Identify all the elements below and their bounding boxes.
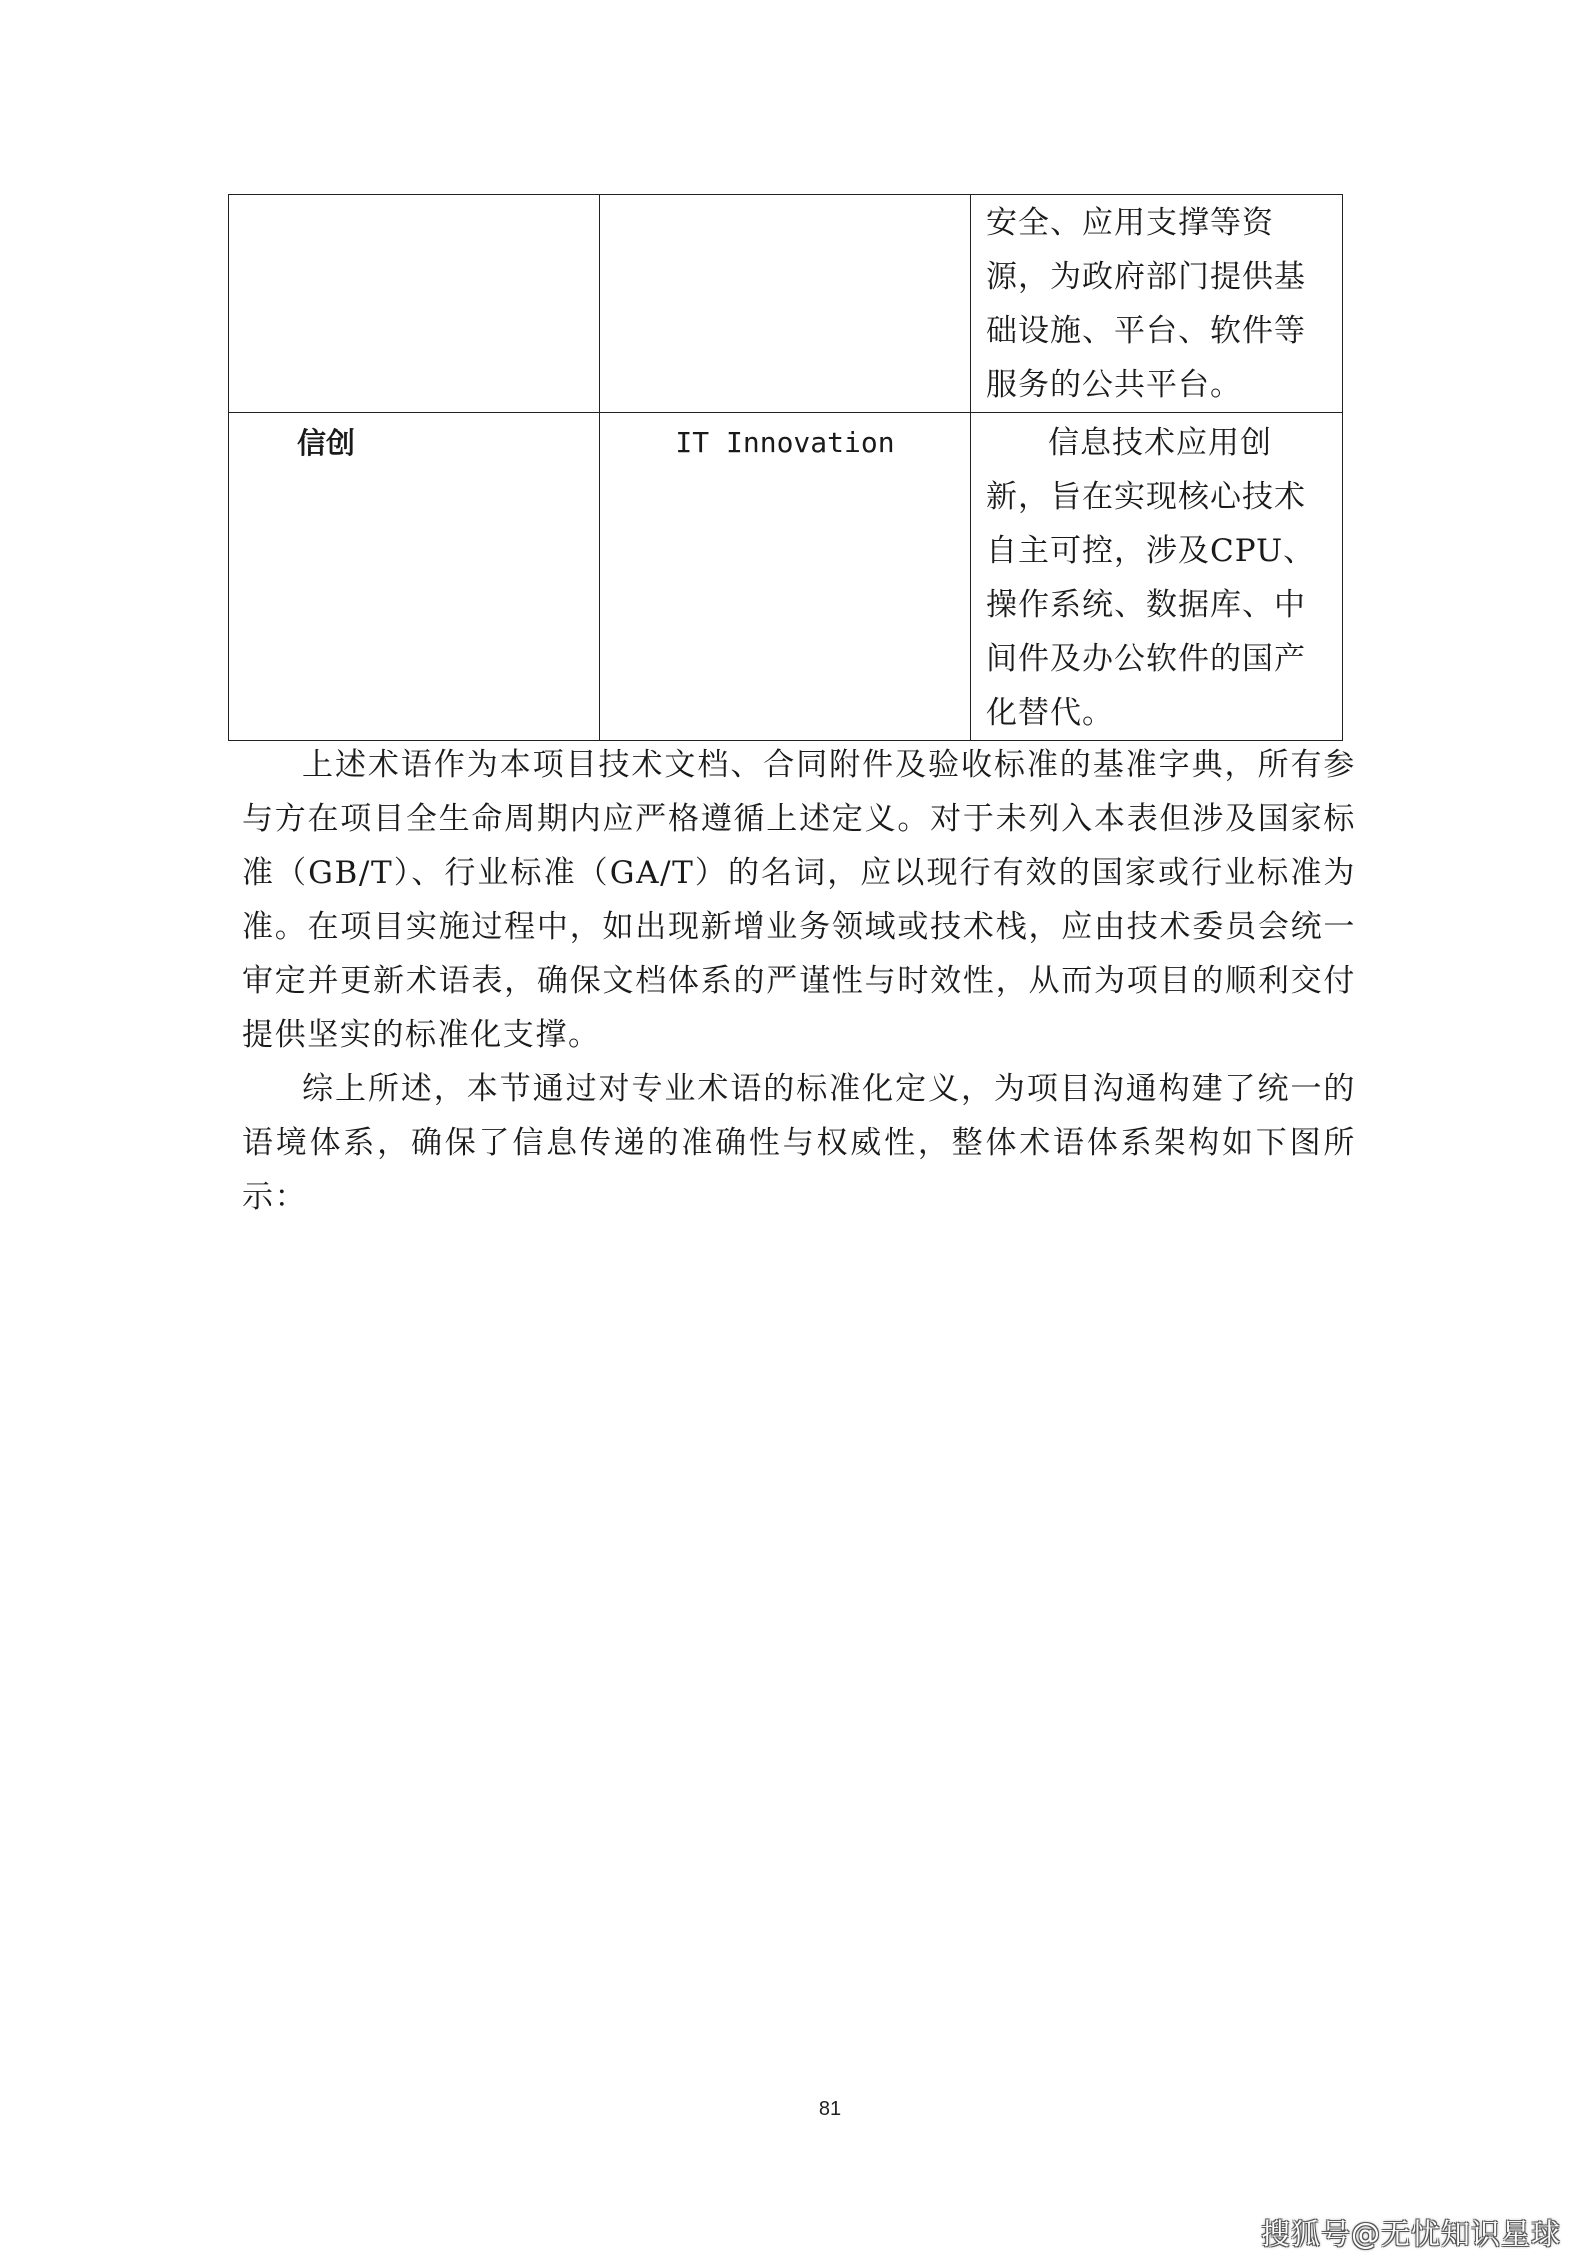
body-text <box>242 738 1356 1224</box>
description-text: 安全、应用支撑等资源，为政府部门提供基础设施、平台、软件等服务的公共平台。 <box>986 205 1306 403</box>
terminology-table <box>228 194 1343 741</box>
term-text: 信创 <box>297 426 356 460</box>
paragraph: 上述术语作为本项目技术文档、合同附件及验收标准的基准字典，所有参与方在项目全生命周期内应严格遵循上述定义。对于未列入本表但涉及国家标准（GB/T）、行业标准（GA/T）的名词，应以现行有效的国家或行业标准为准。在项目实施过程中，如出现新增业务领域或技术栈，应由技术委员会统一审定并更新术语表，确保文档体系的严谨性与时效性，从而为项目的顺利交付提供坚实的标准化支撑。 <box>242 747 1356 1053</box>
paragraph: 综上所述，本节通过对专业术语的标准化定义，为项目沟通构建了统一的语境体系，确保了信息传递的准确性与权威性，整体术语体系架构如下图所示： <box>242 1071 1356 1215</box>
table-row <box>229 195 1343 413</box>
watermark: 搜狐号@无忧知识星球 <box>1260 2217 1561 2251</box>
term-cell <box>229 413 600 741</box>
page-number: 81 <box>818 2098 842 2120</box>
english-cell <box>600 195 971 413</box>
description-cell <box>971 413 1343 741</box>
table-row <box>229 413 1343 741</box>
description-cell <box>971 195 1343 413</box>
english-text: IT Innovation <box>675 426 895 459</box>
description-text: 信息技术应用创新，旨在实现核心技术自主可控，涉及CPU、操作系统、数据库、中间件及办公软件的国产化替代。 <box>986 425 1316 731</box>
term-cell <box>229 195 600 413</box>
english-cell <box>600 413 971 741</box>
